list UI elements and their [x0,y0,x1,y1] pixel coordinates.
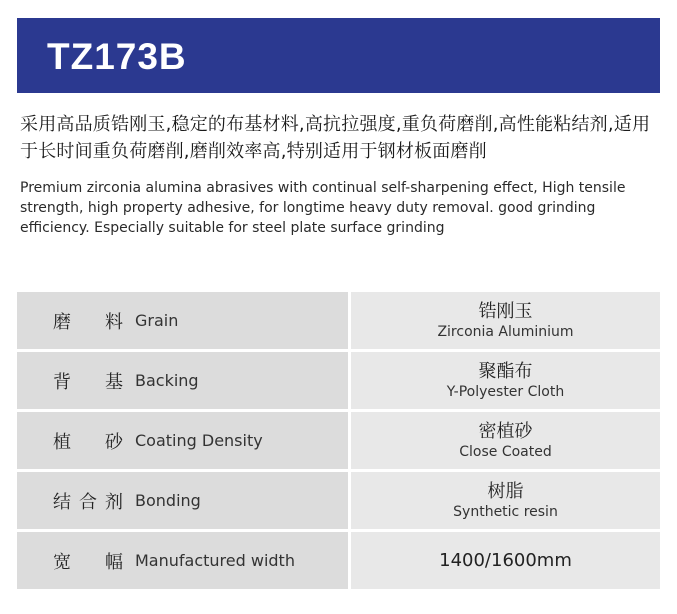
spec-label-cell [17,532,348,589]
spec-value-en: Close Coated [459,443,552,460]
spec-label-cn: 结合剂 [53,491,123,513]
spec-value-cell [351,532,660,589]
spec-row-backing [17,352,660,409]
spec-label-cn: 背基 [53,371,123,393]
spec-value: 1400/1600mm [439,550,572,571]
spec-label-cell [17,292,348,349]
spec-row-bonding [17,472,660,529]
spec-label-en: Backing [135,371,199,390]
spec-label-cell [17,352,348,409]
product-title: TZ173B [47,36,187,77]
spec-value-cn: 锆刚玉 [478,300,533,322]
spec-label-en: Manufactured width [135,551,295,570]
spec-value-en: Zirconia Aluminium [437,323,574,340]
spec-value-cell [351,292,660,349]
spec-value-cn: 聚酯布 [478,360,533,382]
spec-label-en: Bonding [135,491,201,510]
spec-value-cell [351,412,660,469]
description-chinese: 采用高品质锆刚玉,稳定的布基材料,高抗拉强度,重负荷磨削,高性能粘结剂,适用于长时间重负荷磨削,磨削效率高,特别适用于钢材板面磨削 [20,114,651,162]
spec-row-grain [17,292,660,349]
spec-label-cn: 宽幅 [53,551,123,573]
title-bar [17,18,660,93]
spec-value-cell [351,472,660,529]
spec-label-cn: 植砂 [53,431,123,453]
spec-value-cn: 树脂 [487,480,524,502]
description-english: Premium zirconia alumina abrasives with continual self-sharpening effect, High tensile strength, high property adhesive, for longtime heavy duty removal. good grinding efficiency. Especially suitable for steel plate surface grinding [20,180,626,236]
spec-value-cn: 密植砂 [478,420,533,442]
spec-value-cell [351,352,660,409]
spec-row-coating-density [17,412,660,469]
spec-table [17,292,660,592]
spec-label-cell [17,412,348,469]
spec-value-en: Y-Polyester Cloth [446,383,565,400]
spec-row-width [17,532,660,589]
spec-label-cell [17,472,348,529]
spec-label-en: Grain [135,311,179,330]
spec-value-en: Synthetic resin [453,503,558,520]
spec-label-cn: 磨料 [53,311,123,333]
spec-label-en: Coating Density [135,431,263,450]
